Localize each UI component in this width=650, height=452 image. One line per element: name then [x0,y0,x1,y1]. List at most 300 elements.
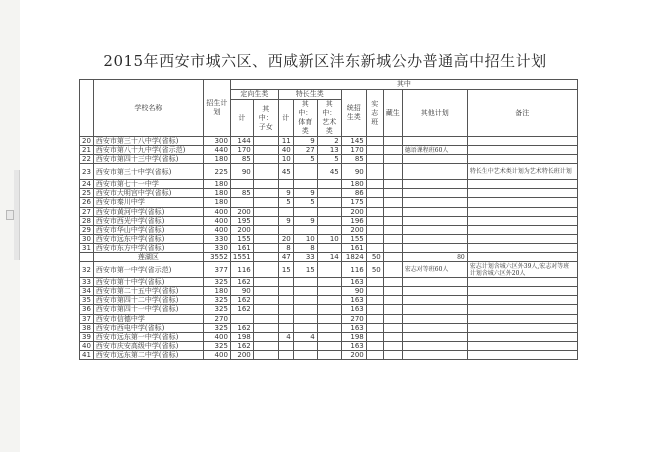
remarks-cell [467,253,577,262]
special-cell: 9 [278,216,293,225]
directed-cell: 161 [230,243,253,252]
remarks-cell [467,341,577,350]
header-special: 特长生类 [278,90,341,100]
remarks-cell [467,180,577,189]
unified-cell: 1824 [341,253,366,262]
plan-cell: 180 [203,189,230,198]
special-cell [278,305,293,314]
special-cell [278,225,293,234]
sports-cell: 10 [293,234,317,243]
directed-cell [230,314,253,323]
girls-cell [253,262,278,278]
arts-cell [317,332,341,341]
directed-cell: 155 [230,234,253,243]
other-plan-cell [402,341,467,350]
directed-cell: 170 [230,146,253,155]
unified-cell: 180 [341,180,366,189]
arts-cell [317,207,341,216]
plan-cell: 325 [203,305,230,314]
girls-cell [253,332,278,341]
other-plan-cell [402,207,467,216]
experiment-cell [366,137,383,146]
girls-cell [253,164,278,180]
tibet-cell [383,350,402,359]
plan-cell: 225 [203,164,230,180]
experiment-cell: 50 [366,253,383,262]
plan-cell: 325 [203,296,230,305]
sports-cell [293,225,317,234]
special-cell [278,287,293,296]
header-other: 其他计划 [402,90,467,137]
directed-cell [230,180,253,189]
girls-cell [253,137,278,146]
table-body [80,137,578,360]
directed-cell: 1551 [230,253,253,262]
header-experiment: 实志班 [366,90,383,137]
unified-cell: 198 [341,332,366,341]
sports-cell [293,278,317,287]
plan-cell: 180 [203,198,230,207]
arts-cell [317,278,341,287]
table-row [80,137,578,146]
other-plan-cell [402,287,467,296]
row-number: 30 [80,234,94,243]
table-row [80,332,578,341]
school-name: 莲湖区 [93,253,203,262]
tibet-cell [383,296,402,305]
sports-cell: 5 [293,155,317,164]
sports-cell [293,287,317,296]
girls-cell [253,314,278,323]
row-number: 28 [80,216,94,225]
directed-cell: 195 [230,216,253,225]
sports-cell [293,305,317,314]
unified-cell: 196 [341,216,366,225]
special-cell [278,323,293,332]
experiment-cell [366,164,383,180]
table-row [80,296,578,305]
enrollment-table [79,79,578,360]
row-number: 41 [80,350,94,359]
sports-cell [293,323,317,332]
plan-cell: 325 [203,278,230,287]
directed-cell: 162 [230,341,253,350]
experiment-cell [366,278,383,287]
tibet-cell [383,180,402,189]
row-number: 21 [80,146,94,155]
school-name: 西安市远东第一中学(省标) [93,332,203,341]
special-cell: 5 [278,198,293,207]
experiment-cell [366,234,383,243]
row-number: 32 [80,262,94,278]
tibet-cell [383,198,402,207]
table-row [80,225,578,234]
special-cell [278,180,293,189]
arts-cell [317,198,341,207]
tibet-cell [383,253,402,262]
school-name: 西安市大明宫中学(省标) [93,189,203,198]
table-row [80,350,578,359]
girls-cell [253,350,278,359]
remarks-cell [467,314,577,323]
arts-cell [317,341,341,350]
school-name: 西安市第三十八中学(省标) [93,137,203,146]
unified-cell: 85 [341,155,366,164]
special-cell: 15 [278,262,293,278]
special-cell: 40 [278,146,293,155]
experiment-cell [366,350,383,359]
document-title: 2015年西安市城六区、西咸新区沣东新城公办普通高中招生计划 [103,52,547,70]
remarks-cell: 宏志计划含城六区外39人,宏志对等班计划含城六区外20人 [467,262,577,278]
row-number: 33 [80,278,94,287]
directed-cell: 162 [230,278,253,287]
header-arts: 其中：艺术类 [317,100,341,137]
arts-cell [317,305,341,314]
special-cell: 9 [278,189,293,198]
school-name: 西安市第三十中学(省标) [93,164,203,180]
experiment-cell [366,216,383,225]
directed-cell: 116 [230,262,253,278]
table-row [80,323,578,332]
girls-cell [253,287,278,296]
arts-cell: 14 [317,253,341,262]
school-name: 西安市西光中学(省标) [93,216,203,225]
directed-cell: 200 [230,350,253,359]
school-name: 西安市第四十二中学(省标) [93,296,203,305]
other-plan-cell [402,189,467,198]
row-number: 38 [80,323,94,332]
unified-cell: 90 [341,287,366,296]
row-number: 26 [80,198,94,207]
arts-cell [317,216,341,225]
header-girls: 其中：子女 [253,100,278,137]
sports-cell: 5 [293,198,317,207]
sports-cell [293,296,317,305]
tibet-cell [383,234,402,243]
other-plan-cell [402,278,467,287]
school-name: 西安市第八十九中学(省示范) [93,146,203,155]
arts-cell: 2 [317,137,341,146]
table-row [80,305,578,314]
arts-cell [317,314,341,323]
girls-cell [253,278,278,287]
arts-cell [317,287,341,296]
unified-cell: 200 [341,350,366,359]
special-cell [278,278,293,287]
experiment-cell [366,287,383,296]
unified-cell: 161 [341,243,366,252]
remarks-cell [467,287,577,296]
row-number: 39 [80,332,94,341]
experiment-cell [366,198,383,207]
directed-cell: 198 [230,332,253,341]
tibet-cell [383,341,402,350]
school-name: 西安市华山中学(省标) [93,225,203,234]
remarks-cell [467,305,577,314]
header-remarks: 备注 [467,90,577,137]
directed-cell: 200 [230,207,253,216]
arts-cell [317,323,341,332]
experiment-cell [366,180,383,189]
row-number: 27 [80,207,94,216]
girls-cell [253,155,278,164]
special-cell: 47 [278,253,293,262]
remarks-cell [467,234,577,243]
experiment-cell [366,207,383,216]
sports-cell [293,164,317,180]
unified-cell: 200 [341,225,366,234]
other-plan-cell [402,296,467,305]
header-special-total: 计 [278,100,293,137]
sports-cell: 8 [293,243,317,252]
tibet-cell [383,262,402,278]
unified-cell: 163 [341,305,366,314]
remarks-cell [467,243,577,252]
school-name: 西安市西电中学(省标) [93,323,203,332]
header-directed-total: 计 [230,100,253,137]
row-number: 25 [80,189,94,198]
arts-cell [317,180,341,189]
arts-cell: 13 [317,146,341,155]
directed-cell: 85 [230,189,253,198]
tibet-cell [383,189,402,198]
row-number: 34 [80,287,94,296]
unified-cell: 163 [341,323,366,332]
directed-cell: 162 [230,323,253,332]
plan-cell: 440 [203,146,230,155]
plan-cell: 180 [203,287,230,296]
experiment-cell [366,146,383,155]
directed-cell: 200 [230,225,253,234]
experiment-cell [366,305,383,314]
plan-cell: 330 [203,234,230,243]
unified-cell: 163 [341,278,366,287]
other-plan-cell [402,137,467,146]
girls-cell [253,243,278,252]
remarks-cell [467,225,577,234]
tibet-cell [383,207,402,216]
sports-cell [293,314,317,323]
header-unified: 统招生类 [341,90,366,137]
school-name: 西安市庆安高级中学(省标) [93,341,203,350]
table-row [80,189,578,198]
tibet-cell [383,146,402,155]
row-number: 29 [80,225,94,234]
experiment-cell [366,314,383,323]
other-plan-cell [402,155,467,164]
remarks-cell [467,216,577,225]
school-name: 西安市信德中学 [93,314,203,323]
table-row [80,243,578,252]
other-plan-cell [402,314,467,323]
other-plan-cell [402,234,467,243]
special-cell [278,350,293,359]
plan-cell: 400 [203,332,230,341]
unified-cell: 163 [341,296,366,305]
special-cell: 11 [278,137,293,146]
plan-cell: 377 [203,262,230,278]
special-cell [278,296,293,305]
arts-cell [317,225,341,234]
remarks-cell [467,146,577,155]
experiment-cell [366,341,383,350]
remarks-cell [467,323,577,332]
plan-cell: 400 [203,225,230,234]
sports-cell [293,180,317,189]
other-plan-cell [402,323,467,332]
tibet-cell [383,278,402,287]
tibet-cell [383,305,402,314]
plan-cell: 325 [203,341,230,350]
header-sports: 其中：体育类 [293,100,317,137]
plan-cell: 270 [203,314,230,323]
remarks-cell [467,278,577,287]
other-plan-cell: 80 [402,253,467,262]
header-plan: 招生计划 [203,80,230,137]
table-row [80,164,578,180]
sports-cell: 15 [293,262,317,278]
tibet-cell [383,155,402,164]
table-header [80,80,578,137]
tibet-cell [383,287,402,296]
girls-cell [253,216,278,225]
tibet-cell [383,164,402,180]
arts-cell [317,189,341,198]
header-group: 其中 [230,80,577,90]
table-row [80,216,578,225]
tibet-cell [383,216,402,225]
row-number: 24 [80,180,94,189]
tibet-cell [383,323,402,332]
table-row [80,180,578,189]
unified-cell: 145 [341,137,366,146]
experiment-cell [366,155,383,164]
sports-cell: 33 [293,253,317,262]
school-name: 西安市第四十三中学(省标) [93,155,203,164]
plan-cell: 3552 [203,253,230,262]
row-number: 20 [80,137,94,146]
header-directed: 定向生类 [230,90,278,100]
school-name: 西安市第四十一中学(省标) [93,305,203,314]
directed-cell: 162 [230,296,253,305]
table-row [80,198,578,207]
remarks-cell [467,137,577,146]
plan-cell: 330 [203,243,230,252]
school-name: 西安市第七十一中学 [93,180,203,189]
special-cell [278,207,293,216]
sports-cell [293,350,317,359]
special-cell: 4 [278,332,293,341]
experiment-cell [366,296,383,305]
other-plan-cell [402,225,467,234]
plan-cell: 400 [203,216,230,225]
remarks-cell [467,207,577,216]
directed-cell: 162 [230,305,253,314]
girls-cell [253,198,278,207]
header-tibet: 藏生 [383,90,402,137]
header-school: 学校名称 [93,80,203,137]
plan-cell: 300 [203,137,230,146]
unified-cell: 170 [341,146,366,155]
table-row [80,253,578,262]
row-number [80,253,94,262]
row-number: 36 [80,305,94,314]
table-row [80,207,578,216]
table-row [80,314,578,323]
special-cell: 10 [278,155,293,164]
school-name: 西安市黄河中学(省标) [93,207,203,216]
sports-cell: 9 [293,216,317,225]
row-number: 22 [80,155,94,164]
remarks-cell [467,198,577,207]
arts-cell [317,350,341,359]
arts-cell [317,262,341,278]
tibet-cell [383,137,402,146]
plan-cell: 400 [203,350,230,359]
row-number: 31 [80,243,94,252]
remarks-cell [467,332,577,341]
sports-cell [293,341,317,350]
school-name: 西安市东方中学(省标) [93,243,203,252]
row-number: 37 [80,314,94,323]
plan-cell: 325 [203,323,230,332]
unified-cell: 200 [341,207,366,216]
table-row [80,146,578,155]
sports-cell: 9 [293,189,317,198]
school-name: 西安市秦川中学 [93,198,203,207]
sports-cell: 4 [293,332,317,341]
other-plan-cell [402,243,467,252]
plan-cell: 400 [203,207,230,216]
other-plan-cell [402,216,467,225]
binding-hole [6,210,14,220]
directed-cell [230,198,253,207]
girls-cell [253,225,278,234]
table-row [80,278,578,287]
directed-cell: 90 [230,287,253,296]
girls-cell [253,146,278,155]
special-cell: 45 [278,164,293,180]
girls-cell [253,207,278,216]
school-name: 西安市第十中学(省标) [93,278,203,287]
arts-cell: 10 [317,234,341,243]
remarks-cell [467,155,577,164]
other-plan-cell: 宏志对等班60人 [402,262,467,278]
directed-cell: 90 [230,164,253,180]
girls-cell [253,341,278,350]
girls-cell [253,234,278,243]
directed-cell: 144 [230,137,253,146]
unified-cell: 86 [341,189,366,198]
experiment-cell: 50 [366,262,383,278]
tibet-cell [383,332,402,341]
remarks-cell: 特长生中艺术类计划为艺术特长班计划 [467,164,577,180]
row-number: 40 [80,341,94,350]
sports-cell: 27 [293,146,317,155]
girls-cell [253,296,278,305]
plan-cell: 180 [203,155,230,164]
other-plan-cell [402,180,467,189]
school-name: 西安市远东第二中学(省标) [93,350,203,359]
girls-cell [253,305,278,314]
tibet-cell [383,243,402,252]
arts-cell [317,243,341,252]
girls-cell [253,323,278,332]
directed-cell: 85 [230,155,253,164]
school-name: 西安市远东中学(省标) [93,234,203,243]
tibet-cell [383,225,402,234]
table-row [80,234,578,243]
